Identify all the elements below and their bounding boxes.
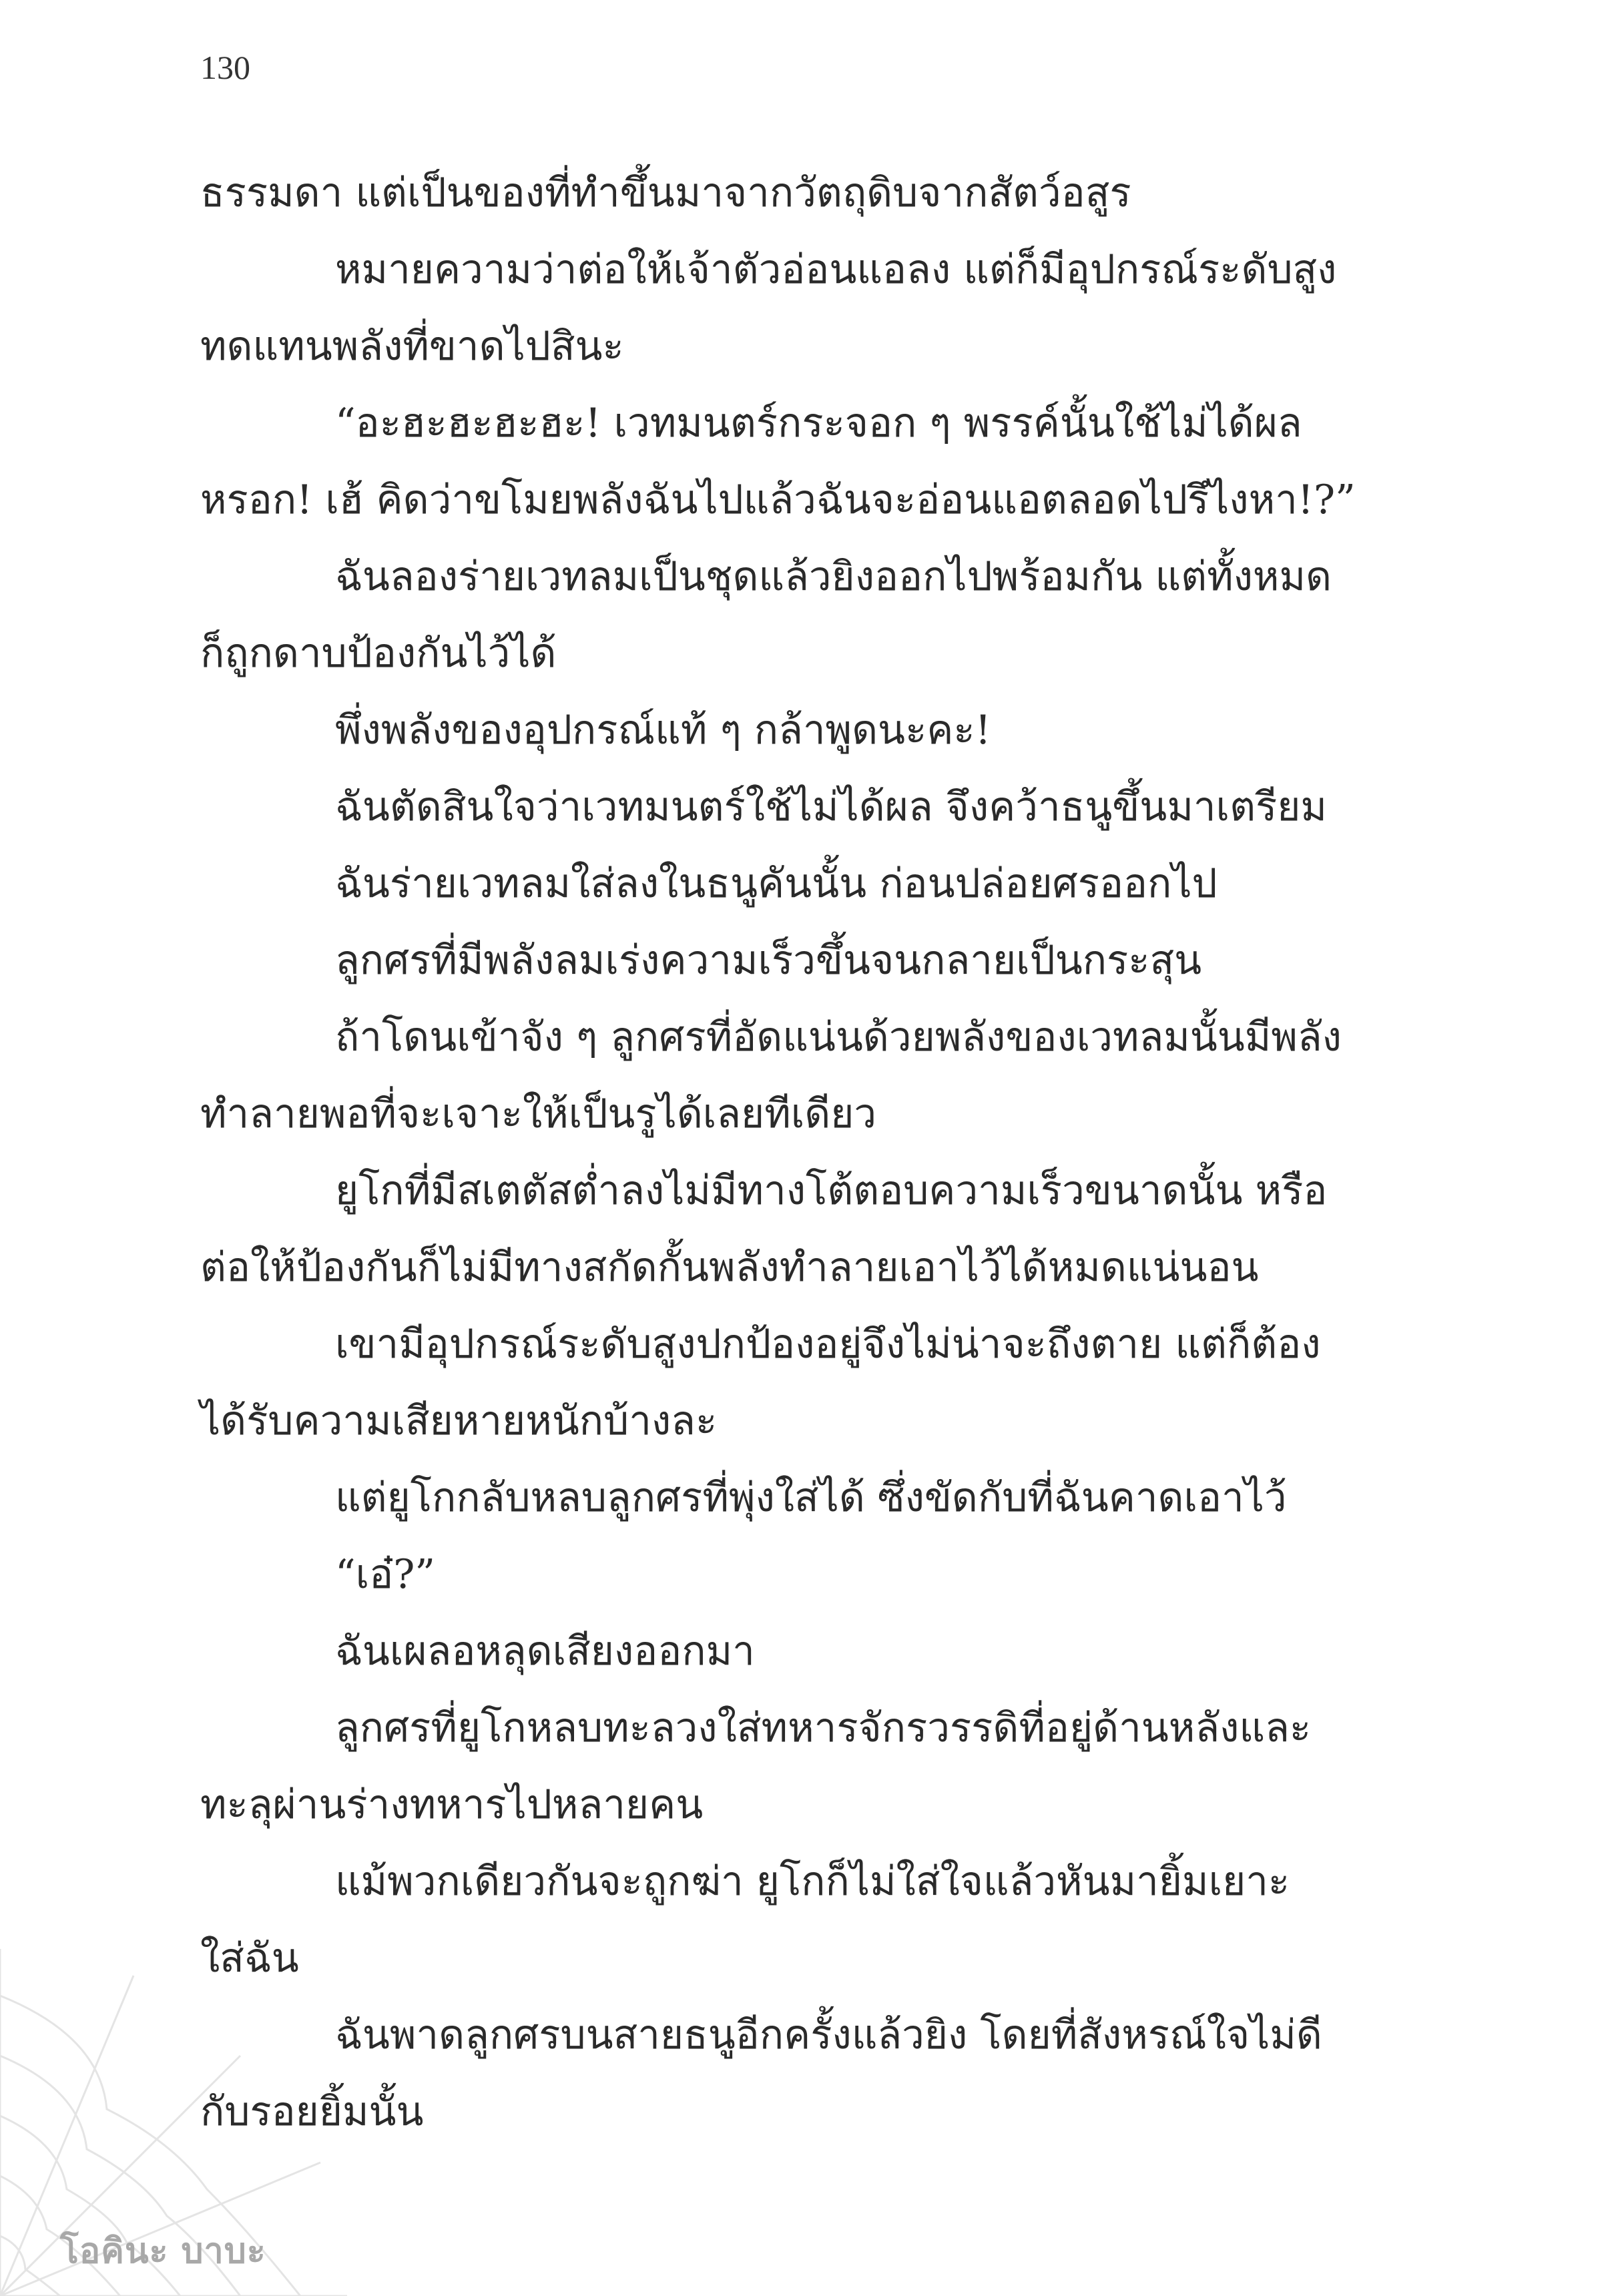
footer-title: โอคินะ บาบะ (60, 2231, 266, 2271)
text-line: ถ้าโดนเข้าจัง ๆ ลูกศรที่อัดแน่นด้วยพลังของเวทลมนั้นมีพลัง (335, 1014, 1342, 1061)
text-line: ฉันลองร่ายเวทลมเป็นชุดแล้วยิงออกไปพร้อมกัน แต่ทั้งหมด (335, 553, 1332, 600)
text-line: ลูกศรที่ยูโกหลบทะลวงใส่ทหารจักรวรรดิที่อยู่ด้านหลังและ (335, 1705, 1312, 1751)
text-line: ต่อให้ป้องกันก็ไม่มีทางสกัดกั้นพลังทำลายเอาไว้ได้หมดแน่นอน (200, 1244, 1259, 1291)
text-line: ทดแทนพลังที่ขาดไปสินะ (200, 323, 624, 370)
text-line: หมายความว่าต่อให้เจ้าตัวอ่อนแอลง แต่ก็มีอุปกรณ์ระดับสูง (335, 246, 1337, 293)
body-text (200, 155, 1405, 2150)
text-line: ใส่ฉัน (200, 1935, 299, 1982)
text-line: แม้พวกเดียวกันจะถูกฆ่า ยูโกก็ไม่ใส่ใจแล้วหันมายิ้มเยาะ (335, 1858, 1290, 1905)
text-line: กับรอยยิ้มนั้น (200, 2088, 424, 2135)
text-line: ได้รับความเสียหายหนักบ้างละ (200, 1398, 718, 1444)
text-line: “เอ๋?” (335, 1551, 436, 1598)
text-line: ฉันพาดลูกศรบนสายธนูอีกครั้งแล้วยิง โดยที่สังหรณ์ใจไม่ดี (335, 2012, 1322, 2058)
page-number: 130 (200, 49, 250, 86)
text-line: ฉันร่ายเวทลมใส่ลงในธนูคันนั้น ก่อนปล่อยศรออกไป (335, 860, 1218, 907)
text-line: พึ่งพลังของอุปกรณ์แท้ ๆ กล้าพูดนะคะ! (335, 707, 991, 754)
text-line: ทำลายพอที่จะเจาะให้เป็นรูได้เลยทีเดียว (200, 1091, 877, 1137)
text-line: ก็ถูกดาบป้องกันไว้ได้ (200, 630, 557, 677)
text-line: “อะฮะฮะฮะฮะ! เวทมนตร์กระจอก ๆ พรรค์นั้นใช้ไม่ได้ผล (335, 400, 1302, 447)
text-line: ลูกศรที่มีพลังลมเร่งความเร็วขึ้นจนกลายเป็นกระสุน (335, 937, 1202, 984)
text-line: แต่ยูโกกลับหลบลูกศรที่พุ่งใส่ได้ ซึ่งขัดกับที่ฉันคาดเอาไว้ (335, 1474, 1287, 1521)
text-line: ธรรมดา แต่เป็นของที่ทำขึ้นมาจากวัตถุดิบจากสัตว์อสูร (200, 170, 1131, 216)
text-line: ทะลุผ่านร่างทหารไปหลายคน (200, 1781, 704, 1828)
text-line: ยูโกที่มีสเตตัสต่ำลงไม่มีทางโต้ตอบความเร็วขนาดนั้น หรือ (335, 1167, 1328, 1214)
text-line: ฉันตัดสินใจว่าเวทมนตร์ใช้ไม่ได้ผล จึงคว้าธนูขึ้นมาเตรียม (335, 784, 1327, 830)
text-line: หรอก! เฮ้ คิดว่าขโมยพลังฉันไปแล้วฉันจะอ่อนแอตลอดไปรึไงหา!?” (200, 477, 1356, 523)
text-line: เขามีอุปกรณ์ระดับสูงปกป้องอยู่จึงไม่น่าจะถึงตาย แต่ก็ต้อง (335, 1321, 1321, 1368)
text-line: ฉันเผลอหลุดเสียงออกมา (335, 1628, 755, 1675)
